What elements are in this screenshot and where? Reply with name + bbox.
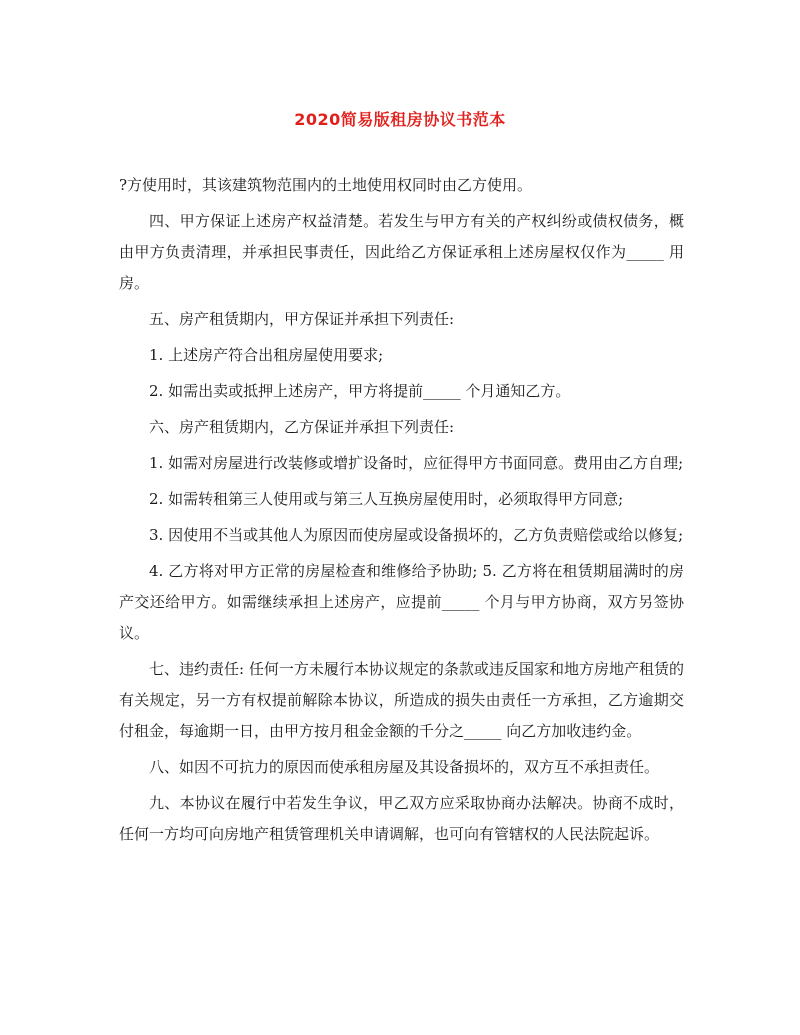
document-body <box>119 170 684 855</box>
paragraph-11: 七、违约责任: 任何一方未履行本协议规定的条款或违反国家和地方房地产租赁的有关规定，另一方有权提前解除本协议，所造成的损失由责任一方承担，乙方逾期交付租金，每逾期一日，由甲方按月租金金额的千分之_____ 向乙方加收违约金。 <box>119 660 684 740</box>
paragraph-6: 六、房产租赁期内，乙方保证并承担下列责任: <box>149 418 455 436</box>
document-title: 2020简易版租房协议书范本 <box>294 110 506 129</box>
paragraph-7: 1. 如需对房屋进行改装修或增扩设备时，应征得甲方书面同意。费用由乙方自理; <box>149 454 684 472</box>
paragraph-3: 五、房产租赁期内，甲方保证并承担下列责任: <box>149 310 455 328</box>
paragraph-1: ?方使用时，其该建筑物范围内的土地使用权同时由乙方使用。 <box>119 176 533 194</box>
paragraph-2: 四、甲方保证上述房产权益清楚。若发生与甲方有关的产权纠纷或债权债务，概由甲方负责清理，并承担民事责任，因此给乙方保证承租上述房屋权仅作为_____ 用房。 <box>119 212 684 292</box>
paragraph-13: 九、本协议在履行中若发生争议，甲乙双方应采取协商办法解决。协商不成时，任何一方均可向房地产租赁管理机关申请调解，也可向有管辖权的人民法院起诉。 <box>119 794 684 843</box>
paragraph-8: 2. 如需转租第三人使用或与第三人互换房屋使用时，必须取得甲方同意; <box>149 490 624 508</box>
paragraph-12: 八、如因不可抗力的原因而使承租房屋及其设备损坏的，双方互不承担责任。 <box>149 758 660 776</box>
paragraph-10: 4. 乙方将对甲方正常的房屋检查和维修给予协助; 5. 乙方将在租赁期届满时的房产交还给甲方。如需继续承担上述房产，应提前_____ 个月与甲方协商，双方另签协议。 <box>119 562 684 642</box>
paragraph-9: 3. 因使用不当或其他人为原因而使房屋或设备损坏的，乙方负责赔偿或给以修复; <box>149 526 684 544</box>
paragraph-4: 1. 上述房产符合出租房屋使用要求; <box>149 346 384 364</box>
paragraph-5: 2. 如需出卖或抵押上述房产，甲方将提前_____ 个月通知乙方。 <box>149 382 571 400</box>
